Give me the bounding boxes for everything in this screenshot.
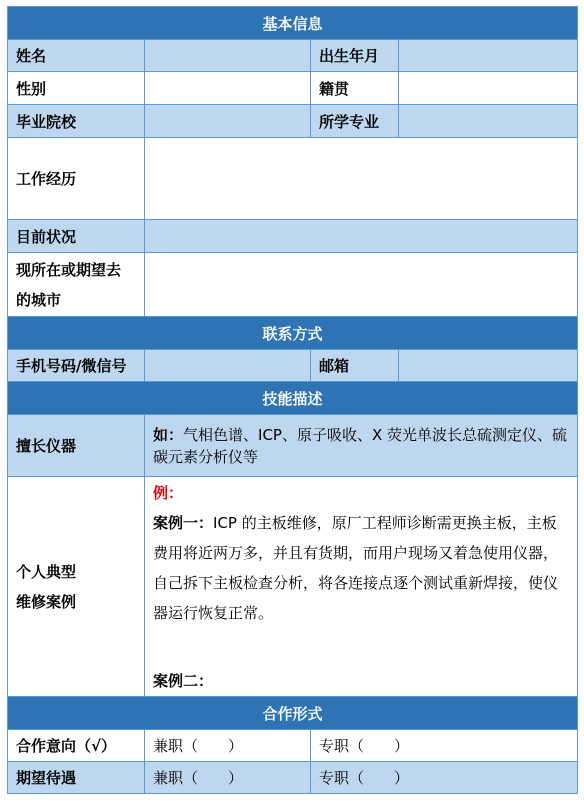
salary-full-time-option[interactable]: 专职（ ） (311, 762, 578, 794)
school-field[interactable] (145, 105, 311, 138)
cooperation-intent-label: 合作意向（√） (8, 730, 145, 762)
section-header-contact: 联系方式 (8, 317, 578, 350)
major-field[interactable] (399, 105, 578, 138)
repair-case-label (8, 477, 145, 697)
section-header-skills: 技能描述 (8, 382, 578, 415)
city-label-line2: 的城市 (16, 290, 62, 309)
birth-date-field[interactable] (399, 40, 578, 72)
part-time-option[interactable]: 兼职（ ） (145, 730, 311, 762)
city-label-line1: 现所在或期望去 (16, 260, 122, 279)
hometown-label: 籍贯 (311, 72, 399, 105)
current-status-label: 目前状况 (8, 220, 145, 253)
email-label: 邮箱 (311, 350, 399, 382)
email-field[interactable] (399, 350, 578, 382)
section-header-cooperation: 合作形式 (8, 697, 578, 730)
resume-form-table (7, 6, 578, 794)
example-label: 例： (153, 483, 184, 502)
case1-label: 案例一： (153, 513, 214, 532)
school-label: 毕业院校 (8, 105, 145, 138)
name-field[interactable] (145, 40, 311, 72)
major-label: 所学专业 (311, 105, 399, 138)
repair-case-field[interactable] (145, 477, 578, 697)
case-spacer (153, 628, 569, 666)
hometown-field[interactable] (399, 72, 578, 105)
work-experience-label: 工作经历 (8, 138, 145, 220)
section-header-basic-info: 基本信息 (8, 7, 578, 40)
phone-wechat-label: 手机号码/微信号 (8, 350, 145, 382)
birth-date-label: 出生年月 (311, 40, 399, 72)
expected-salary-label: 期望待遇 (8, 762, 145, 794)
case1-paragraph (153, 508, 569, 628)
instrument-field[interactable] (145, 415, 578, 477)
gender-field[interactable] (145, 72, 311, 105)
city-label (8, 253, 145, 317)
repair-case-label-line2: 维修案例 (16, 592, 77, 611)
current-status-field[interactable] (145, 220, 578, 253)
instrument-prefix: 如： (153, 425, 184, 444)
case2-label: 案例二： (153, 671, 214, 690)
full-time-option[interactable]: 专职（ ） (311, 730, 578, 762)
salary-part-time-option[interactable]: 兼职（ ） (145, 762, 311, 794)
gender-label: 性别 (8, 72, 145, 105)
phone-wechat-field[interactable] (145, 350, 311, 382)
city-field[interactable] (145, 253, 578, 317)
instrument-label: 擅长仪器 (8, 415, 145, 477)
name-label: 姓名 (8, 40, 145, 72)
work-experience-field[interactable] (145, 138, 578, 220)
repair-case-label-line1: 个人典型 (16, 562, 77, 581)
instrument-text: 气相色谱、ICP、原子吸收、X 荧光单波长总硫测定仪、硫碳元素分析仪等 (153, 425, 568, 466)
case1-text: ICP 的主板维修，原厂工程师诊断需更换主板，主板费用将近两万多，并且有货期，而用户现场又着急使用仪器，自己拆下主板检查分析，将各连接点逐个测试重新焊接，使仪器运行恢复正常。 (153, 513, 559, 622)
